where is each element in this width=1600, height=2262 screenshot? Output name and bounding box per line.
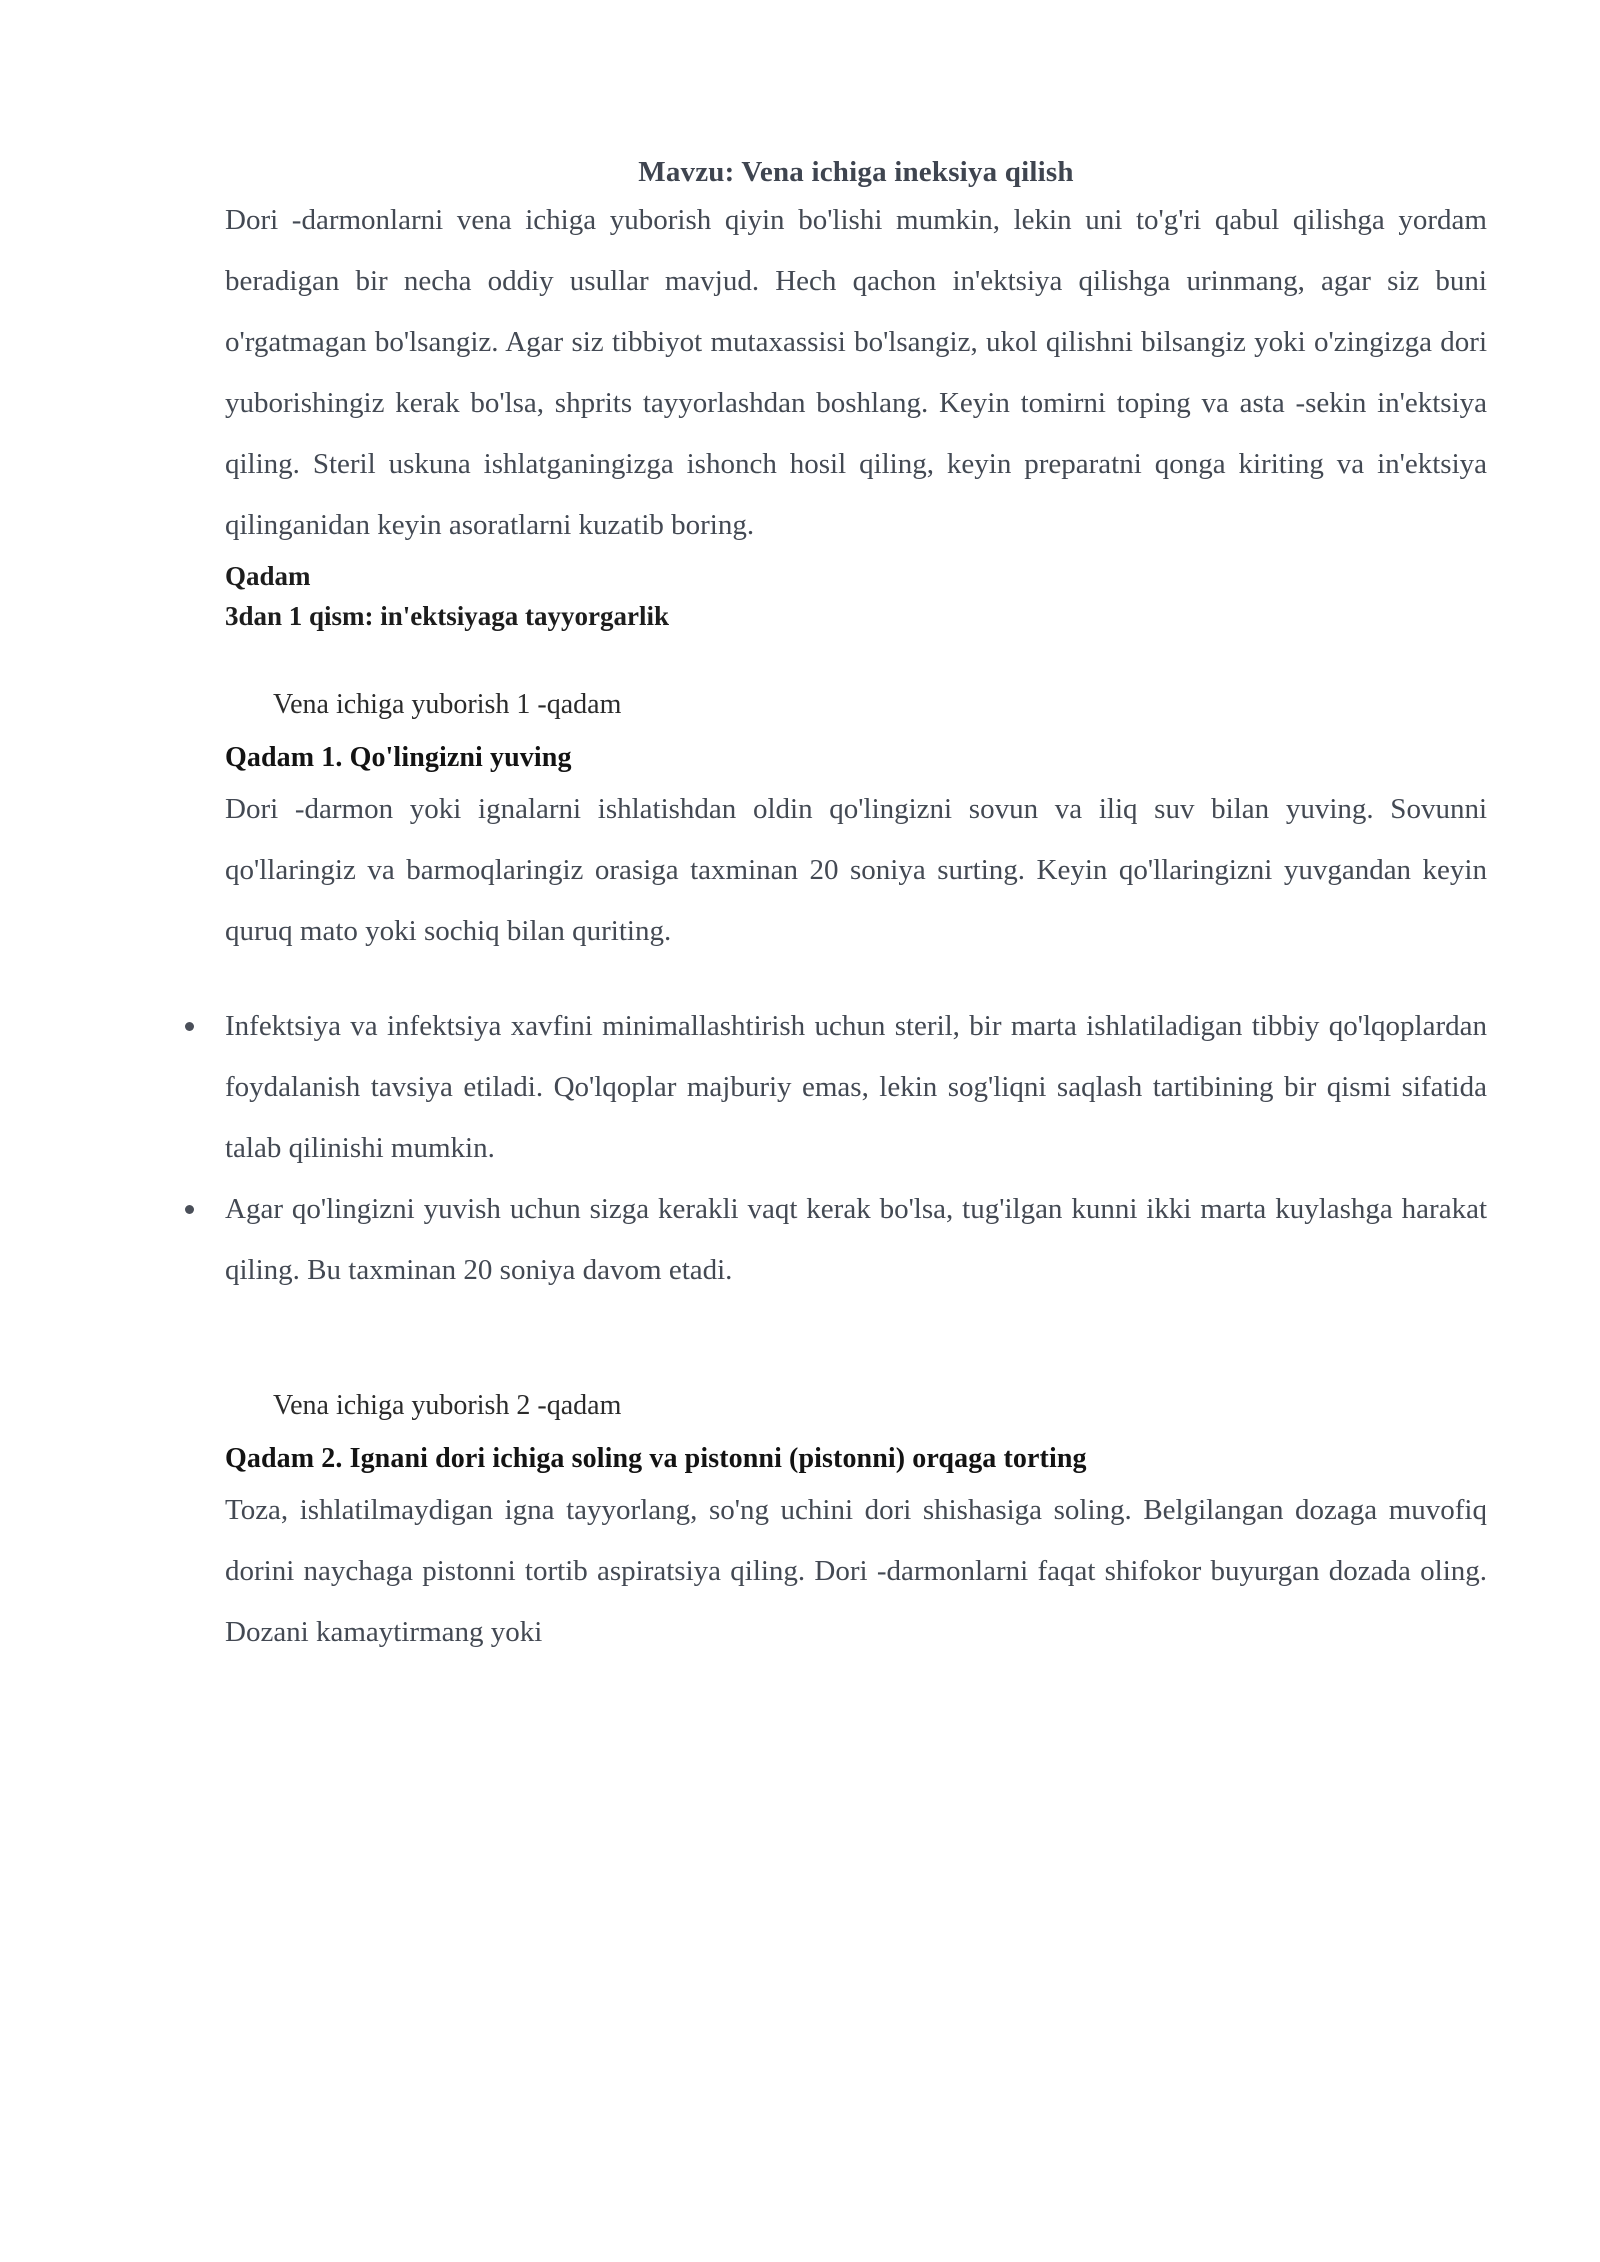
step-heading-2: Qadam 2. Ignani dori ichiga soling va pistonni (pistonni) orqaga torting (225, 1442, 1087, 1474)
step-block-1 (225, 685, 1487, 1301)
heading-part-one: 3dan 1 qism: in'ektsiyaga tayyorgarlik (225, 600, 670, 631)
list-item-text: Infektsiya va infektsiya xavfini minimallashtirish uchun steril, bir marta ishlatiladigan tibbiy qo'lqoplardan foydalanish tavsiya etiladi. Qo'lqoplar majburiy emas, lekin sog'liqni saqlash tartibining bir qismi sifatida talab qilinishi mumkin. (225, 1009, 1487, 1164)
step-block-2 (225, 1386, 1487, 1663)
bullet-icon (182, 1179, 196, 1240)
list-item (180, 996, 1487, 1179)
heading-qadam: Qadam (225, 560, 311, 591)
list-item (180, 1179, 1487, 1301)
list-item-text: Agar qo'lingizni yuvish uchun sizga kerakli vaqt kerak bo'lsa, tug'ilgan kunni ikki marta kuylashga harakat qiling. Bu taxminan 20 soniya davom etadi. (225, 1192, 1487, 1286)
document-content (225, 0, 1487, 1663)
bullet-icon (182, 996, 196, 1057)
step-caption-1: Vena ichiga yuborish 1 -qadam (273, 688, 622, 720)
step-1-bullet-list (225, 996, 1487, 1301)
step-divider-spacer (225, 1301, 1487, 1337)
step-caption-2: Vena ichiga yuborish 2 -qadam (273, 1389, 622, 1421)
step-body-2: Toza, ishlatilmaydigan igna tayyorlang, so'ng uchini dori shishasiga soling. Belgilangan dozaga muvofiq dorini naychaga pistonni tortib aspiratsiya qiling. Dori -darmonlarni faqat shifokor buyurgan dozada oling. Dozani kamaytirmang yoki (225, 1493, 1487, 1648)
intro-paragraph: Dori -darmonlarni vena ichiga yuborish qiyin bo'lishi mumkin, lekin uni to'g'ri qabul qilishga yordam beradigan bir necha oddiy usullar mavjud. Hech qachon in'ektsiya qilishga urinmang, agar siz buni o'rgatmagan bo'lsangiz. Agar siz tibbiyot mutaxassisi bo'lsangiz, ukol qilishni bilsangiz yoki o'zingizga dori yuborishingiz kerak bo'lsa, shprits tayyorlashdan boshlang. Keyin tomirni toping va asta -sekin in'ektsiya qiling. Steril uskuna ishlatganingizga ishonch hosil qiling, keyin preparatni qonga kiriting va in'ektsiya qilinganidan keyin asoratlarni kuzatib boring. (225, 203, 1487, 541)
step-heading-1: Qadam 1. Qo'lingizni yuving (225, 741, 572, 773)
page-title: Mavzu: Vena ichiga ineksiya qilish (638, 156, 1074, 188)
step-body-1: Dori -darmon yoki ignalarni ishlatishdan oldin qo'lingizni sovun va iliq suv bilan yuving. Sovunni qo'llaringiz va barmoqlaringiz orasiga taxminan 20 soniya surting. Keyin qo'llaringizni yuvgandan keyin quruq mato yoki sochiq bilan quriting. (225, 792, 1487, 947)
